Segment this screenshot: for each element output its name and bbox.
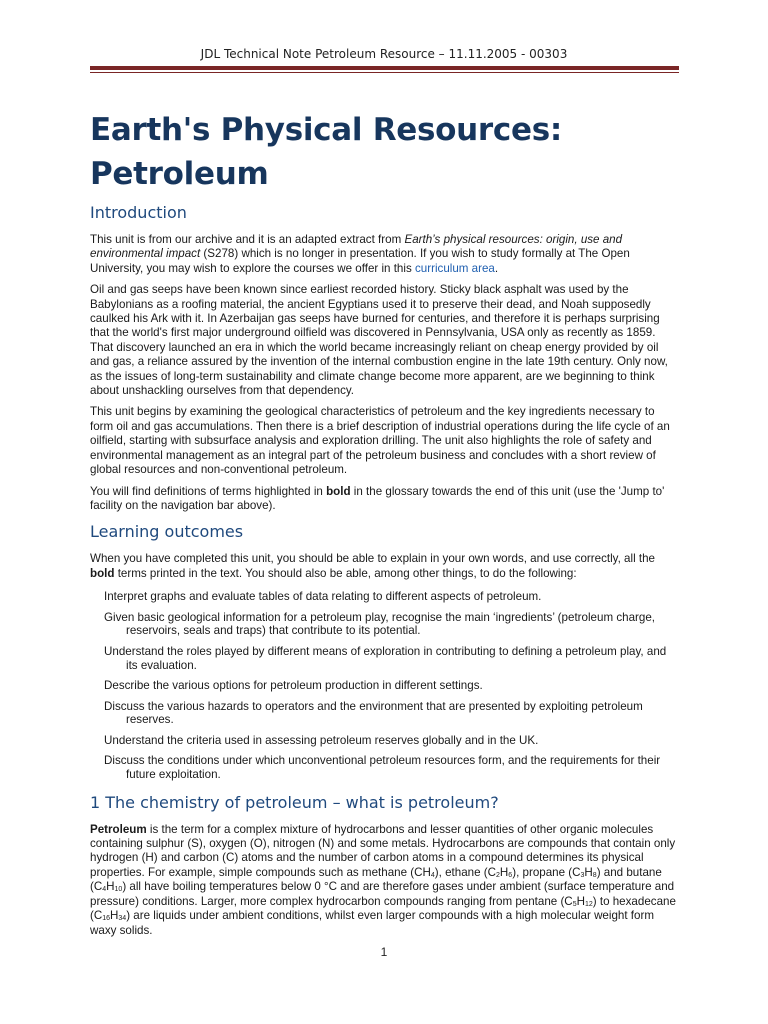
- chemistry-heading: 1 The chemistry of petroleum – what is petroleum?: [90, 792, 499, 812]
- chemistry-paragraph: Petroleum is the term for a complex mixture of hydrocarbons and lesser quantities of other organic molecules containing sulphur (S), oxygen (O), nitrogen (N) and some metals. Hydrocarbons are compounds that contain only hydrogen (H) and carbon (C) atoms and the number of carbon atoms in a compound determines its physical properties. For example, simple compounds such as methane $(CH_4)$, ethane $(C_2H_6)$, propane $(C_3H_8)$ and butane $(C_4H_{10})$ all have boiling temperatures below 0 °C and are therefore gases under ambient (surface temperature and pressure) conditions. Larger, more complex hydrocarbon compounds ranging from pentane $(C_5H_{12})$ to hexadecane $(C_{16}H_{34})$ are liquids under ambient conditions, whilst even larger compounds with a high molecular weight form waxy solids.: [90, 822, 676, 937]
- header-rule-thin: [90, 72, 679, 73]
- page-number: 1: [380, 945, 388, 959]
- intro-paragraph-2: Oil and gas seeps have been known since earliest recorded history. Sticky black asphalt was used by the Babylonians as a roofing material, the ancient Egyptians used it to preserve their dead, and Noah supposedly caulked his Ark with it. In Azerbaijan gas seeps have burned for centuries, and therefore it is perhaps surprising that the world's first major underground oilfield was discovered in Pennsylvania, USA only as recently as 1859. That discovery launched an era in which the world became increasingly reliant on cheap energy provided by oil and gas, a reliance assured by the invention of the internal combustion engine in the late 19th century. Only now, as the issues of long-term sustainability and climate change become more apparent, are we beginning to think about unshackling ourselves from that dependency.: [90, 283, 668, 398]
- list-item: Understand the roles played by different means of exploration in contributing to defining a petroleum play, and its evaluation.: [104, 644, 667, 672]
- introduction-heading: Introduction: [90, 203, 187, 222]
- header-rule-thick: [90, 66, 679, 70]
- list-item: Describe the various options for petroleum production in different settings.: [104, 679, 483, 693]
- page-header: JDL Technical Note Petroleum Resource – 11.11.2005 - 00303: [200, 47, 568, 61]
- petroleum-term: Petroleum: [90, 822, 147, 836]
- intro-paragraph-4: You will find definitions of terms highlighted in bold in the glossary towards the end of this unit (use the 'Jump to' facility on the navigation bar above).: [90, 484, 665, 512]
- intro-paragraph-3: This unit begins by examining the geological characteristics of petroleum and the key ingredients necessary to form oil and gas accumulations. Then there is a brief description of industrial operations during the life cycle of an oilfield, starting with subsurface analysis and exploration drilling. The unit also highlights the role of safety and environmental management as an integral part of the petroleum business and concludes with a short review of global resources and non-conventional petroleum.: [90, 405, 670, 477]
- course-title: Earth’s physical resources: origin, use and environmental impact: [90, 233, 623, 261]
- intro-paragraph-1: This unit is from our archive and it is an adapted extract from Earth’s physical resources: origin, use and environmental impact (S278) which is no longer in presentation. If you wish to study formally at The Open University, you may wish to explore the courses we offer in this curriculum area.: [90, 233, 630, 275]
- list-item: Discuss the various hazards to operators and the environment that are presented by exploiting petroleum reserves.: [104, 699, 643, 727]
- learning-outcomes-heading: Learning outcomes: [90, 522, 244, 542]
- document-body: [90, 108, 680, 945]
- list-item: Discuss the conditions under which unconventional petroleum resources form, and the requirements for their future exploitation.: [104, 754, 661, 782]
- outcomes-list: [90, 590, 680, 782]
- page-title: Earth's Physical Resources: Petroleum: [90, 112, 562, 192]
- list-item: Interpret graphs and evaluate tables of data relating to different aspects of petroleum.: [104, 590, 542, 604]
- curriculum-area-link[interactable]: curriculum area: [414, 261, 495, 275]
- outcomes-lead: When you have completed this unit, you should be able to explain in your own words, and use correctly, all the bold terms printed in the text. You should also be able, among other things, to do the following:: [90, 552, 655, 580]
- list-item: Given basic geological information for a petroleum play, recognise the main ‘ingredients’ (petroleum charge, reservoirs, seals and traps) that contribute to its potential.: [104, 610, 655, 638]
- list-item: Understand the criteria used in assessing petroleum reserves globally and in the UK.: [104, 733, 539, 747]
